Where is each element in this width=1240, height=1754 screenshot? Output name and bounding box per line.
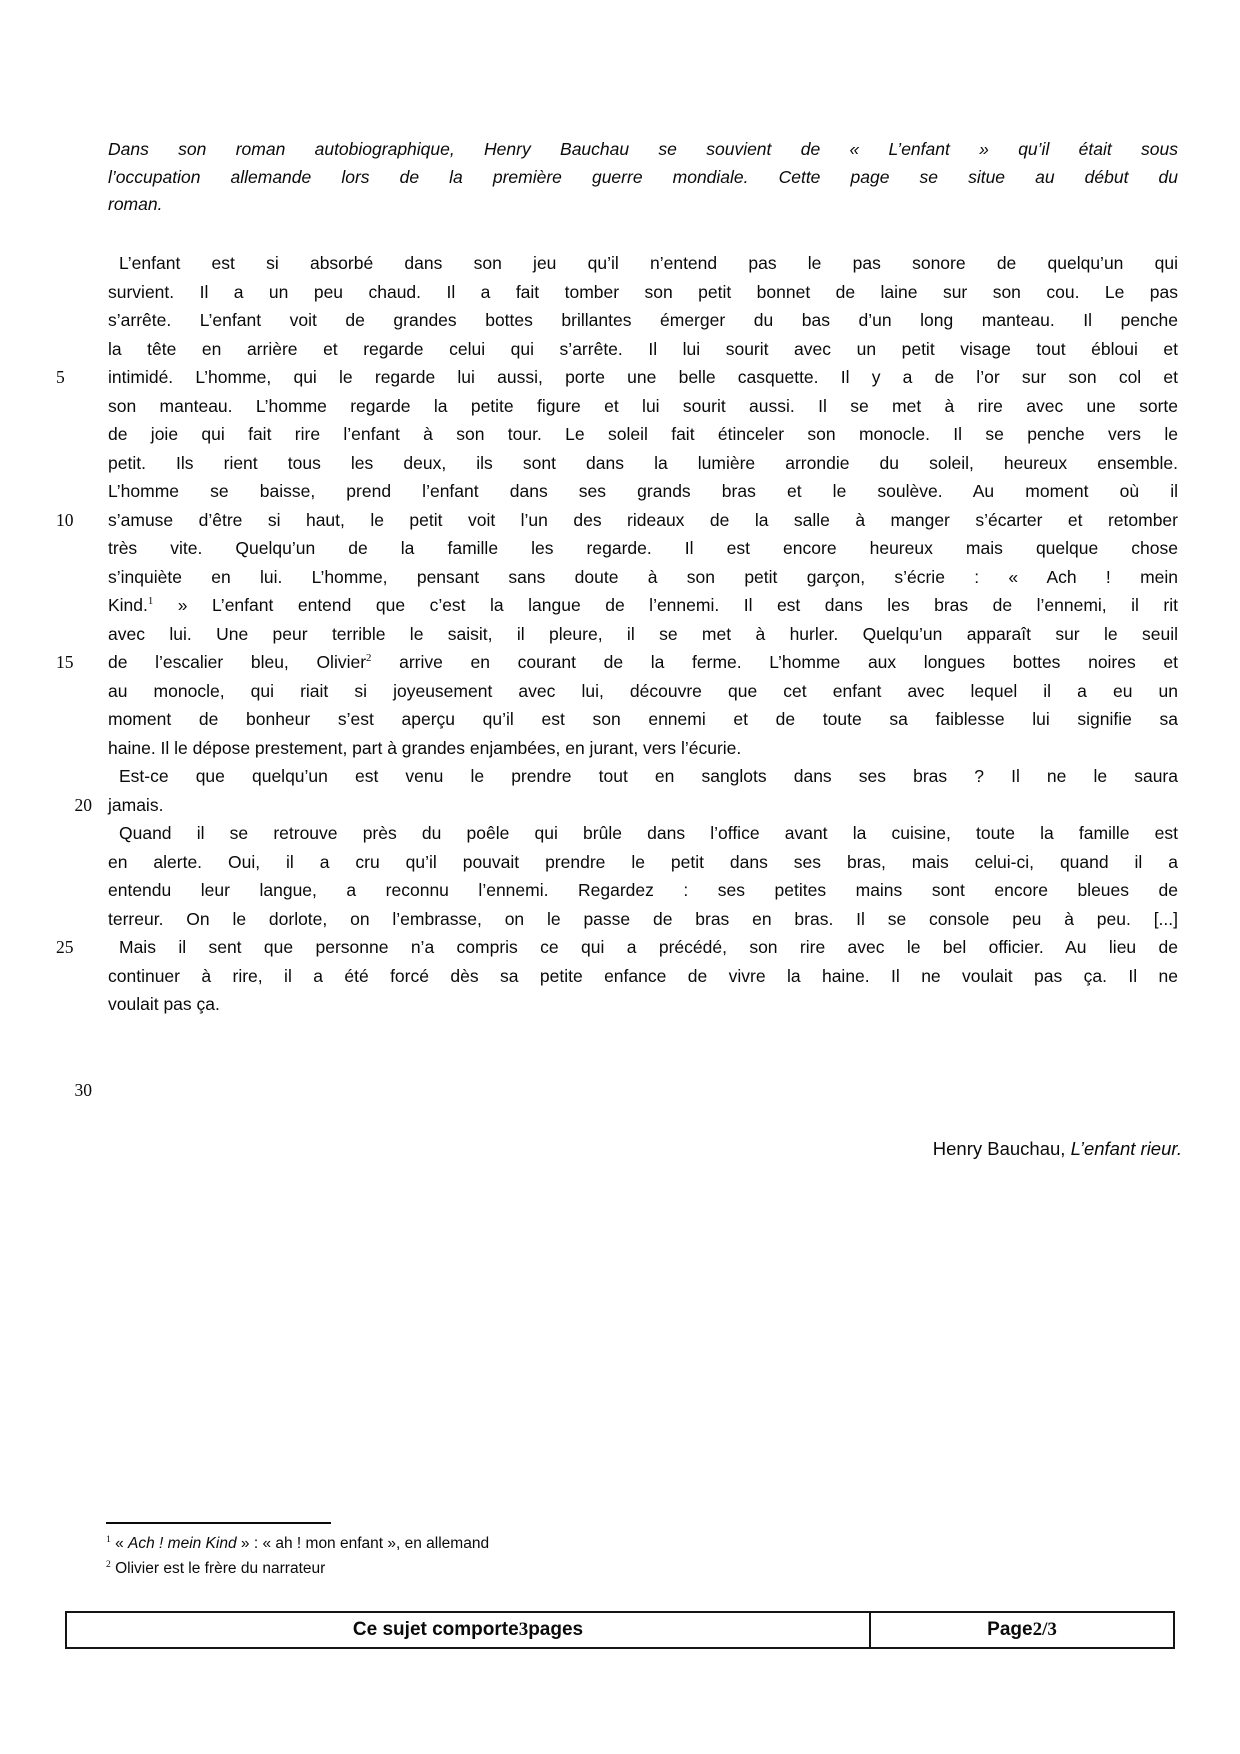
text-line bbox=[108, 990, 1178, 1019]
line-text: moment de bonheur s’est aperçu qu’il est son ennemi et de toute sa faiblesse lui signifie sa bbox=[108, 709, 1178, 729]
footnote-marker: 2 bbox=[366, 652, 372, 665]
text-line bbox=[108, 905, 1178, 934]
footnote-marker: 1 bbox=[147, 595, 154, 608]
text-run: 2/3 bbox=[1032, 1619, 1057, 1640]
attribution bbox=[933, 1136, 1182, 1162]
intro-line: Dans son roman autobiographique, Henry Bauchau se souvient de « L’enfant » qu’il était sous bbox=[108, 139, 1178, 159]
text-line bbox=[56, 506, 1178, 535]
text-run: » L’enfant entend que c’est la langue de l’ennemi. Il est dans les bras de l’ennemi, il rit bbox=[153, 595, 1178, 615]
text-line bbox=[108, 335, 1178, 364]
text-line bbox=[108, 249, 1178, 278]
text-run: Olivier est le frère du narrateur bbox=[110, 1560, 326, 1577]
line-number: 5 bbox=[56, 367, 65, 387]
text-run: Kind. bbox=[108, 595, 148, 615]
line-text: L’enfant est si absorbé dans son jeu qu’il n’entend pas le pas sonore de quelqu’un qui bbox=[119, 253, 1178, 273]
text-line bbox=[108, 734, 1178, 763]
line-text: intimidé. L’homme, qui le regarde lui aussi, porte une belle casquette. Il y a de l’or sur son col et bbox=[108, 367, 1178, 387]
line-number: 20 bbox=[74, 794, 92, 815]
text-line bbox=[108, 876, 1178, 905]
text-line bbox=[108, 677, 1178, 706]
line-text: Mais il sent que personne n’a compris ce qui a précédé, son rire avec le bel officier. Au lieu de bbox=[119, 937, 1178, 957]
intro-line: roman. bbox=[108, 194, 163, 214]
text-line bbox=[108, 848, 1178, 877]
text-line bbox=[108, 278, 1178, 307]
line-text: très vite. Quelqu’un de la famille les regarde. Il est encore heureux mais quelque chose bbox=[108, 538, 1178, 558]
line-text: de joie qui fait rire l’enfant à son tour. Le soleil fait étinceler son monocle. Il se penche vers le bbox=[108, 424, 1178, 444]
text-line bbox=[108, 819, 1178, 848]
text-line bbox=[108, 477, 1178, 506]
text-line bbox=[56, 933, 1178, 962]
text-line bbox=[108, 563, 1178, 592]
text-line bbox=[108, 962, 1178, 991]
line-text: s’arrête. L’enfant voit de grandes bottes brillantes émerger du bas d’un long manteau. Il penche bbox=[108, 310, 1178, 330]
text-run: » : « ah ! mon enfant », en allemand bbox=[236, 1535, 490, 1552]
line-number: 25 bbox=[56, 937, 74, 957]
text-line bbox=[108, 306, 1178, 335]
line-text: s’amuse d’être si haut, le petit voit l’un des rideaux de la salle à manger s’écarter et retomber bbox=[108, 509, 1178, 530]
footnote-1 bbox=[106, 1531, 489, 1556]
text-run: de l’escalier bleu, Olivier bbox=[108, 652, 367, 672]
line-text: Est-ce que quelqu’un est venu le prendre tout en sanglots dans ses bras ? Il ne le saura bbox=[119, 766, 1178, 786]
line-text: voulait pas ça. bbox=[108, 994, 220, 1014]
text-line bbox=[108, 1047, 1178, 1076]
line-number: 15 bbox=[56, 652, 74, 672]
text-run: Page bbox=[987, 1619, 1033, 1640]
footer-subject-note bbox=[67, 1613, 871, 1647]
text-line bbox=[56, 363, 1178, 392]
text-line bbox=[108, 420, 1178, 449]
line-text: jamais. bbox=[108, 794, 164, 815]
text-run: 3 bbox=[518, 1619, 529, 1640]
text-line bbox=[108, 449, 1178, 478]
footer-table bbox=[65, 1611, 1175, 1649]
line-text: haine. Il le dépose prestement, part à grandes enjambées, en jurant, vers l’écurie. bbox=[108, 737, 742, 758]
intro-line: l’occupation allemande lors de la première guerre mondiale. Cette page se situe au début du bbox=[108, 166, 1178, 187]
line-text: avec lui. Une peur terrible le saisit, il pleure, il se met à hurler. Quelqu’un apparaît sur le seuil bbox=[108, 623, 1178, 644]
text-line bbox=[56, 648, 1178, 677]
intro-paragraph bbox=[108, 136, 1178, 219]
text-run: arrive en courant de la ferme. L’homme aux longues bottes noires et bbox=[371, 652, 1178, 672]
line-text: terreur. On le dorlote, on l’embrasse, on le passe de bras en bras. Il se console peu à peu. [...] bbox=[108, 908, 1178, 929]
line-text: la tête en arrière et regarde celui qui s’arrête. Il lui sourit avec un petit visage tout ébloui et bbox=[108, 338, 1178, 359]
text-line bbox=[108, 591, 1178, 620]
text-line bbox=[108, 620, 1178, 649]
footnotes bbox=[106, 1531, 489, 1581]
footer-page-indicator bbox=[871, 1613, 1173, 1647]
line-number: 10 bbox=[56, 509, 74, 530]
text-run: pages bbox=[528, 1619, 584, 1640]
text-run: L’enfant rieur. bbox=[1070, 1138, 1182, 1159]
footnote-2 bbox=[106, 1556, 489, 1581]
line-text: entendu leur langue, a reconnu l’ennemi. Regardez : ses petites mains sont encore bleues de bbox=[108, 880, 1178, 900]
line-text: L’homme se baisse, prend l’enfant dans ses grands bras et le soulève. Au moment où il bbox=[108, 481, 1178, 501]
text-line bbox=[108, 534, 1178, 563]
line-text bbox=[108, 652, 1178, 672]
text-line bbox=[74, 1076, 1178, 1105]
text-line bbox=[108, 705, 1178, 734]
line-text: son manteau. L’homme regarde la petite figure et lui sourit aussi. Il se met à rire avec une sorte bbox=[108, 395, 1178, 416]
text-body bbox=[56, 249, 1178, 1104]
line-text: survient. Il a un peu chaud. Il a fait tomber son petit bonnet de laine sur son cou. Le pas bbox=[108, 281, 1178, 302]
line-text: Quand il se retrouve près du poêle qui brûle dans l’office avant la cuisine, toute la famille est bbox=[119, 823, 1178, 843]
footnote-divider bbox=[106, 1522, 331, 1524]
line-text: s’inquiète en lui. L’homme, pensant sans doute à son petit garçon, s’écrie : « Ach ! mein bbox=[108, 566, 1178, 587]
text-line bbox=[108, 392, 1178, 421]
line-text: au monocle, qui riait si joyeusement avec lui, découvre que cet enfant avec lequel il a eu un bbox=[108, 680, 1178, 701]
text-run: Ach ! mein Kind bbox=[128, 1535, 237, 1552]
footnote-marker: 1 bbox=[106, 1533, 111, 1545]
text-line bbox=[108, 762, 1178, 791]
line-text: en alerte. Oui, il a cru qu’il pouvait prendre le petit dans ses bras, mais celui-ci, quand il a bbox=[108, 851, 1178, 872]
text-run: Henry Bauchau, bbox=[932, 1138, 1071, 1159]
text-run: « bbox=[110, 1535, 129, 1552]
line-text: petit. Ils rient tous les deux, ils sont dans la lumière arrondie du soleil, heureux ensemble. bbox=[108, 452, 1178, 473]
line-text: continuer à rire, il a été forcé dès sa petite enfance de vivre la haine. Il ne voulait pas ça. Il ne bbox=[108, 965, 1178, 986]
text-line bbox=[108, 1019, 1178, 1048]
line-number: 30 bbox=[74, 1079, 92, 1100]
text-line bbox=[74, 791, 1178, 820]
footnote-marker: 2 bbox=[106, 1558, 111, 1570]
line-text bbox=[108, 595, 1178, 615]
text-run: Ce sujet comporte bbox=[352, 1619, 519, 1640]
